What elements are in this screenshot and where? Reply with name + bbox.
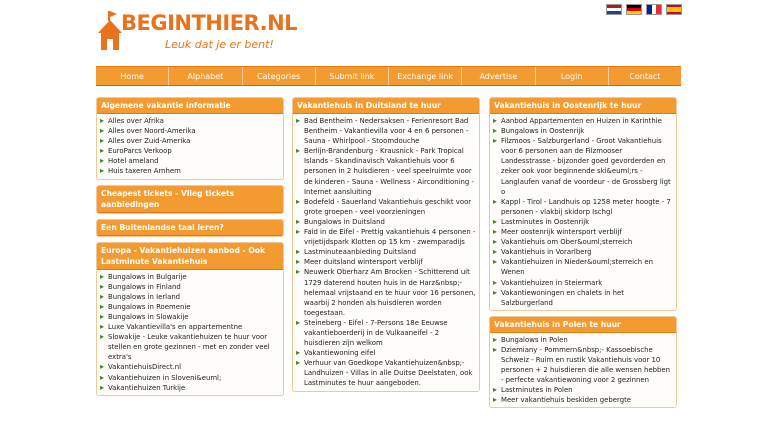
list-item-link[interactable]: ▸ Bungalows in Finland <box>100 282 280 292</box>
link-list <box>97 270 283 395</box>
list-item-link[interactable]: ▸ Bad Bentheim - Nedersaksen - Ferienresort Bad Bentheim - Vakantievilla voor 4 en 6 personen - Sauna - Whirlpool - Stoomdouche <box>296 116 476 146</box>
nav-home[interactable]: Home <box>96 67 169 85</box>
flag-fr-icon[interactable] <box>646 4 662 15</box>
column-middle <box>292 97 480 397</box>
nav-login[interactable]: Login <box>536 67 609 85</box>
nav-exchange-link[interactable]: Exchange link <box>389 67 462 85</box>
list-item-link[interactable]: ▸ Alles over Afrika <box>100 116 280 126</box>
list-item-link[interactable]: ▸ Vakantiehuizen in Steiermark <box>493 278 673 288</box>
list-item-link[interactable]: ▸ Faid in de Eifel - Prettig vakantiehuis 4 personen - vrijetijdspark Klotten op 15 km - zwemparadijs <box>296 227 476 247</box>
site-logo[interactable] <box>97 5 298 55</box>
list-item-link[interactable]: ▸ Vakantiehuis in Vorarlberg <box>493 247 673 257</box>
nav-categories[interactable]: Categories <box>243 67 316 85</box>
list-item-link[interactable]: ▸ Bungalows in Ierland <box>100 292 280 302</box>
list-item-link[interactable]: ▸ Verhuur van Goedkope Vakantiehuizen&nbsp;- Landhuizen - Villas in alle Duitse Deelstaten, ook Lastminutes te huur aangeboden. <box>296 358 476 388</box>
list-item-link[interactable]: ▸ Neuwerk Oberharz Am Brocken - Schitterend uit 1729 daterend houten huis in de Harz&nbsp;- helemaal vrijstaand en te huur voor 16 personen, waarbij 2 honden als huisdieren worden toegestaan. <box>296 267 476 317</box>
list-item-link[interactable]: ▸ Bungalows in Bulgarije <box>100 272 280 282</box>
list-item-link[interactable]: ▸ Meer vakantiehuis beskiden gebergte <box>493 395 673 405</box>
logo-tagline: Leuk dat je er bent! <box>165 38 274 51</box>
category-title[interactable]: Een Buitenlandse taal leren? <box>97 220 283 236</box>
list-item-link[interactable]: ▸ Aanbod Appartementen en Huizen in Karinthie <box>493 116 673 126</box>
column-right <box>489 97 677 413</box>
category-box <box>96 97 284 180</box>
list-item-link[interactable]: ▸ Bodefeld - Sauerland Vakantiehuis geschikt voor grote groepen - veel voorzieningen <box>296 197 476 217</box>
list-item-link[interactable]: ▸ Kappl - Tirol - Landhuis op 1258 meter hoogte - 7 personen - vlakbij skidorp Ischgl <box>493 197 673 217</box>
list-item-link[interactable]: ▸ Vakantiewoning eifel <box>296 348 476 358</box>
link-list <box>490 114 676 310</box>
category-title[interactable]: Vakantiehuis in Duitsland te huur <box>293 98 479 114</box>
link-list <box>293 114 479 391</box>
list-item-link[interactable]: ▸ Hotel ameland <box>100 156 280 166</box>
list-item-link[interactable]: ▸ Steineberg - Eifel - 7-Persons 18e Eeuwse vakantieboerderij in de Vulkaaneifel - 2 huisdieren zijn welkom <box>296 318 476 348</box>
language-flags <box>606 4 682 15</box>
nav-advertise[interactable]: Advertise <box>462 67 535 85</box>
category-title[interactable]: Vakantiehuis in Oostenrijk te huur <box>490 98 676 114</box>
category-title[interactable]: Cheapest tickets - Vlieg tickets aanbiedingen <box>97 186 283 213</box>
column-left <box>96 97 284 401</box>
list-item-link[interactable]: ▸ Vakantiehuis om Ober&ouml;sterreich <box>493 237 673 247</box>
category-box <box>96 219 284 237</box>
list-item-link[interactable]: ▸ EuroParcs Verkoop <box>100 146 280 156</box>
nav-alphabet[interactable]: Alphabet <box>169 67 242 85</box>
list-item-link[interactable]: ▸ Luxe Vakantievilla's en appartementne <box>100 322 280 332</box>
house-logo-icon <box>97 11 123 53</box>
list-item-link[interactable]: ▸ Meer oostenrijk wintersport verblijf <box>493 227 673 237</box>
list-item-link[interactable]: ▸ Vakantiehuizen Turkije <box>100 383 280 393</box>
list-item-link[interactable]: ▸ Vakantiewoningen en chalets in het Salzburgerland <box>493 288 673 308</box>
category-title[interactable]: Algemene vakantie informatie <box>97 98 283 114</box>
list-item-link[interactable]: ▸ Slowakije - Leuke vakantiehuizen te huur voor stellen en grote gezinnen - met en zonder veel extra's <box>100 332 280 362</box>
category-title[interactable]: Europa - Vakantiehuizen aanbod - Ook Lastminute Vakantiehuis <box>97 243 283 270</box>
list-item-link[interactable]: ▸ Bungalows in Duitsland <box>296 217 476 227</box>
list-item-link[interactable]: ▸ Vakantiehuizen in Nieder&ouml;sterreich en Wenen <box>493 257 673 277</box>
list-item-link[interactable]: ▸ Vakantiehuizen in Sloveni&euml; <box>100 373 280 383</box>
category-box <box>489 97 677 311</box>
flag-es-icon[interactable] <box>666 4 682 15</box>
main-nav <box>96 66 681 86</box>
list-item-link[interactable]: ▸ Lastminuteaanbieding Duitsland <box>296 247 476 257</box>
list-item-link[interactable]: ▸ Bungalows in Slowakije <box>100 312 280 322</box>
category-box <box>96 242 284 396</box>
flag-de-icon[interactable] <box>626 4 642 15</box>
category-box <box>292 97 480 392</box>
category-title[interactable]: Vakantiehuis in Polen te huur <box>490 317 676 333</box>
list-item-link[interactable]: ▸ Meer duitsland wintersport verblijf <box>296 257 476 267</box>
list-item-link[interactable]: ▸ Filzmoos - Salzburgerland - Groot Vakantiehuis voor 6 personen aan de Filzmooser Landesstrasse - bijzonder goed gevorderden en zeker ook voor beginnende ski&euml;rs - Langlaufen vanaf de voordeur - de Grossberg ligt o <box>493 136 673 197</box>
list-item-link[interactable]: ▸ Dziemiany - Pommern&nbsp;- Kassoebische Schweiz - Ruim en rustik Vakantiehuis voor 10 personen + 2 huisdieren die alle wensen hebben - perfecte vakantiewoning voor 2 gezinnen <box>493 345 673 385</box>
list-item-link[interactable]: ▸ Berlijn-Brandenburg - Krausnick - Park Tropical Islands - Skandinavisch Vakantiehuis voor 6 personen in 2 huisdieren - veel speelruimte voor de kinderen - Sauna - Wellness - Airconditioning - Internet aansluiting <box>296 146 476 196</box>
list-item-link[interactable]: ▸ Bungalows in Polen <box>493 335 673 345</box>
category-box <box>489 316 677 409</box>
category-box <box>96 185 284 214</box>
nav-submit-link[interactable]: Submit link <box>316 67 389 85</box>
nav-contact[interactable]: Contact <box>629 72 661 81</box>
list-item-link[interactable]: ▸ Bungalows in Roemenie <box>100 302 280 312</box>
list-item-link[interactable]: ▸ Huis taxeren Arnhem <box>100 166 280 176</box>
link-list <box>97 114 283 179</box>
list-item-link[interactable]: ▸ Bungalows in Oostenrijk <box>493 126 673 136</box>
logo-name: BEGINTHIER.NL <box>121 11 298 35</box>
list-item-link[interactable]: ▸ Lastminutes in Oostenrijk <box>493 217 673 227</box>
list-item-link[interactable]: ▸ Alles over Noord-Amerika <box>100 126 280 136</box>
list-item-link[interactable]: ▸ Lastminutes in Polen <box>493 385 673 395</box>
flag-nl-icon[interactable] <box>606 4 622 15</box>
list-item-link[interactable]: ▸ Alles over Zuid-Amerika <box>100 136 280 146</box>
link-list <box>490 333 676 408</box>
list-item-link[interactable]: ▸ VakantiehuisDirect.nl <box>100 362 280 372</box>
